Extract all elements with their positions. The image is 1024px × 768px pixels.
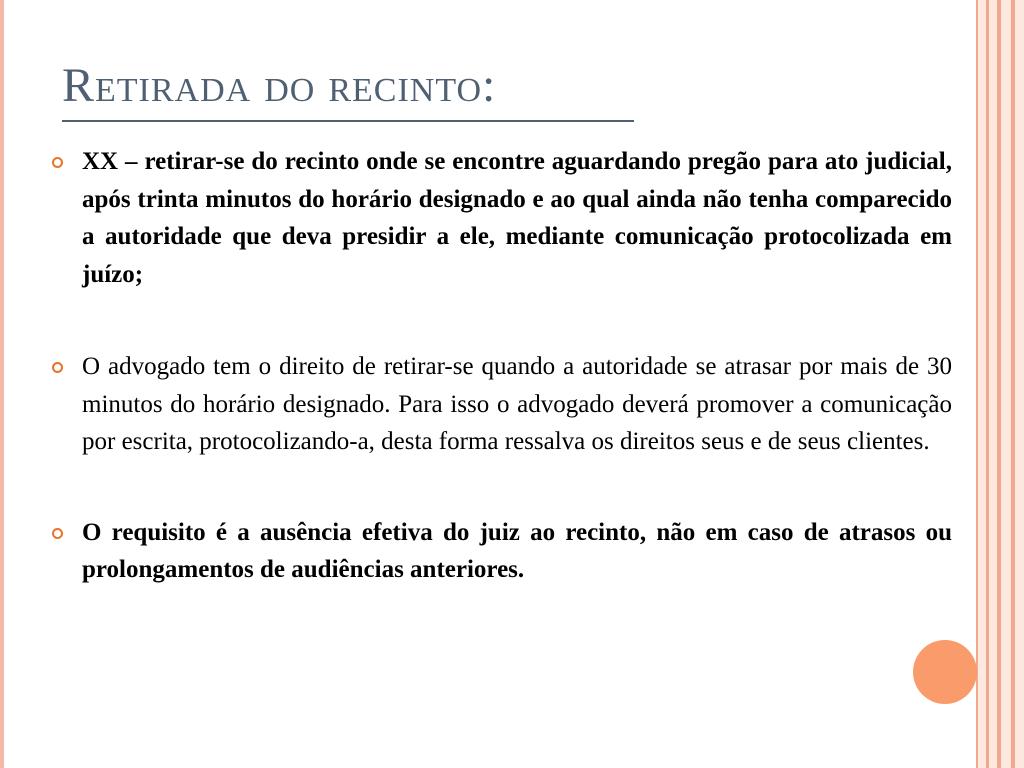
- bullet-item: [50, 143, 952, 293]
- bullet-item: [50, 514, 952, 589]
- right-stripe-decoration: [1015, 0, 1024, 768]
- right-stripe-decoration: [989, 0, 997, 768]
- bullet-list: [50, 143, 952, 589]
- circle-bullet-icon: [52, 528, 63, 539]
- title-underline: [62, 120, 634, 122]
- bullet-item: [50, 348, 952, 461]
- decorative-circle: [913, 640, 977, 704]
- right-stripe-decoration: [1001, 0, 1011, 768]
- slide-title: Retirada do recinto:: [62, 59, 497, 112]
- left-border-decoration: [0, 0, 4, 768]
- bullet-text: O advogado tem o direito de retirar-se quando a autoridade se atrasar por mais de 30 minutos do horário designado. Para isso o advogado deverá promover a comunicação por escrita, protocolizando-a, desta forma ressalva os direitos seus e de seus clientes.: [82, 353, 952, 455]
- right-stripe-decoration: [978, 0, 986, 768]
- circle-bullet-icon: [52, 362, 63, 373]
- circle-bullet-icon: [52, 157, 63, 168]
- bullet-text: O requisito é a ausência efetiva do juiz ao recinto, não em caso de atrasos ou prolongamentos de audiências anteriores.: [82, 518, 952, 583]
- bullet-text: XX – retirar-se do recinto onde se encontre aguardando pregão para ato judicial, após trinta minutos do horário designado e ao qual ainda não tenha comparecido a autoridade que deva presidir a ele, mediante comunicação protocolizada em juízo;: [82, 148, 952, 288]
